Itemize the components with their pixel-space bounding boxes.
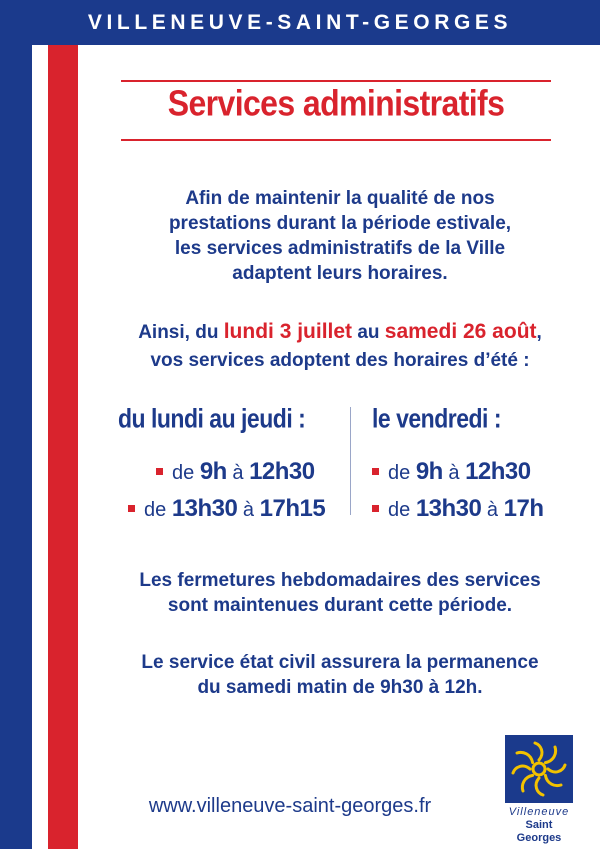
- title-rule-bottom: [121, 139, 551, 141]
- notice-text: ,: [536, 322, 542, 343]
- schedule-row-friday-morning: [372, 458, 531, 486]
- flag-stripe-white: [32, 45, 48, 849]
- logo-caption: [503, 806, 575, 845]
- schedule-row-mon-thu-morning: [156, 458, 315, 486]
- from-word: de: [388, 462, 416, 484]
- time-start: 9h: [415, 458, 443, 485]
- time-end: 17h: [503, 495, 544, 522]
- to-word: à: [481, 499, 504, 521]
- end-date: samedi 26 août: [384, 320, 537, 343]
- closures-line: Les fermetures hebdomadaires des services: [139, 570, 541, 591]
- title-rule-top: [121, 80, 551, 82]
- flag-stripe-red: [48, 45, 78, 849]
- to-word: à: [442, 462, 466, 484]
- notice-paragraph: [90, 318, 590, 375]
- website-url[interactable]: www.villeneuve-saint-georges.fr: [148, 795, 432, 817]
- bullet-icon: [156, 468, 163, 475]
- intro-line: adaptent leurs horaires.: [232, 263, 448, 284]
- to-word: à: [226, 462, 250, 484]
- to-word: à: [237, 499, 260, 521]
- civil-line: Le service état civil assurera la permanence: [141, 652, 539, 673]
- bullet-icon: [128, 505, 135, 512]
- notice-line: vos services adoptent des horaires d’été :: [150, 350, 530, 371]
- intro-line: les services administratifs de la Ville: [174, 238, 506, 259]
- closures-line: sont maintenues durant cette période.: [167, 595, 513, 616]
- notice-text: au: [352, 322, 385, 343]
- from-word: de: [388, 499, 416, 521]
- closures-paragraph: [90, 568, 590, 618]
- intro-line: Afin de maintenir la qualité de nos: [185, 188, 495, 209]
- city-name-header: VILLENEUVE-SAINT-GEORGES: [87, 11, 513, 34]
- time-end: 12h30: [465, 458, 531, 485]
- time-start: 13h30: [415, 495, 482, 522]
- page-title: Services administratifs: [167, 82, 505, 124]
- heading-friday: le vendredi :: [372, 402, 501, 434]
- column-divider: [350, 407, 351, 515]
- civil-line: du samedi matin de 9h30 à 12h.: [197, 677, 483, 698]
- flag-stripe-blue: [0, 45, 32, 849]
- time-start: 13h30: [171, 495, 238, 522]
- time-end: 17h15: [259, 495, 326, 522]
- start-date: lundi 3 juillet: [223, 320, 353, 343]
- intro-line: prestations durant la période estivale,: [168, 213, 512, 234]
- flower-emblem-icon: [505, 735, 573, 803]
- schedule-row-friday-afternoon: [372, 495, 543, 523]
- notice-line: [90, 318, 590, 347]
- logo-line-2: Saint Georges: [516, 819, 562, 844]
- logo-line-1: Villeneuve: [508, 806, 570, 818]
- time-end: 12h30: [249, 458, 315, 485]
- from-word: de: [144, 499, 172, 521]
- notice-text: Ainsi, du: [138, 322, 224, 343]
- civil-status-paragraph: [90, 650, 590, 700]
- from-word: de: [172, 462, 200, 484]
- bullet-icon: [372, 505, 379, 512]
- intro-paragraph: [90, 186, 590, 286]
- bullet-icon: [372, 468, 379, 475]
- heading-monday-thursday: du lundi au jeudi :: [118, 402, 306, 434]
- schedule-row-mon-thu-afternoon: [128, 495, 325, 523]
- time-start: 9h: [199, 458, 227, 485]
